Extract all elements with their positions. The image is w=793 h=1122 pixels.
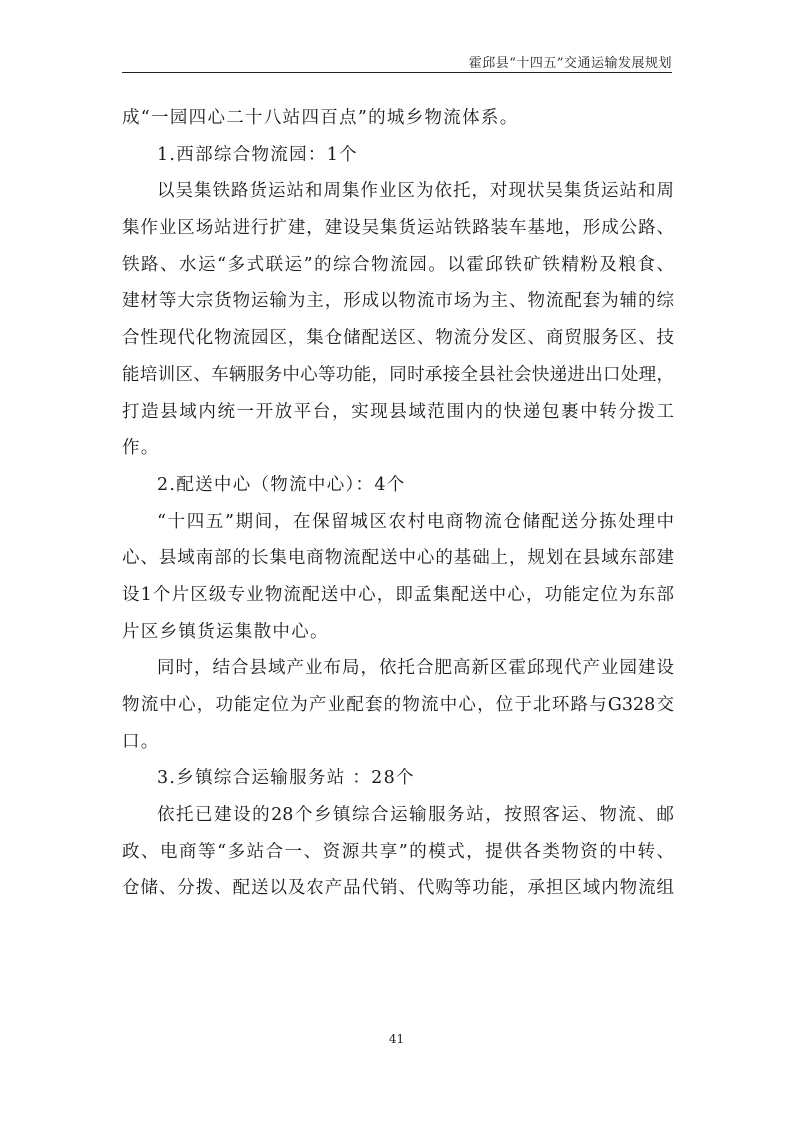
paragraph-line: 心、县域南部的长集电商物流配送中心的基础上，规划在县域东部建 xyxy=(122,548,674,569)
paragraph-line: 打造县域内统一开放平台，实现县域范围内的快递包裹中转分拨工 xyxy=(122,401,674,422)
paragraph-line: 集作业区场站进行扩建，建设吴集货运站铁路装车基地，形成公路、 xyxy=(122,218,674,239)
page-number: 41 xyxy=(388,1032,405,1046)
section-heading: 2.配送中心（物流中心）：4个 xyxy=(157,474,406,495)
section-heading: 3.乡镇综合运输服务站 ：28个 xyxy=(157,768,415,789)
body-text xyxy=(122,100,674,907)
paragraph-line: 物流中心，功能定位为产业配套的物流中心，位于北环路与G328交 xyxy=(122,695,674,715)
paragraph-line: 以吴集铁路货运站和周集作业区为依托，对现状吴集货运站和周 xyxy=(157,181,674,202)
paragraph-line: 仓储、分拨、配送以及农产品代销、代购等功能，承担区域内物流组 xyxy=(122,878,674,899)
paragraph-line: 铁路、水运“多式联运”的综合物流园。以霍邱铁矿铁精粉及粮食、 xyxy=(122,254,674,275)
page-header xyxy=(122,50,672,73)
paragraph-line: 片区乡镇货运集散中心。 xyxy=(122,621,329,642)
paragraph-line: 作。 xyxy=(122,438,160,459)
header-title: 霍邱县“十四五”交通运输发展规划 xyxy=(468,56,672,71)
paragraph-line: 建材等大宗货物运输为主，形成以物流市场为主、物流配套为辅的综 xyxy=(122,291,674,312)
paragraph-line: 成“一园四心二十八站四百点”的城乡物流体系。 xyxy=(122,108,519,128)
section-heading: 1.西部综合物流园：1个 xyxy=(157,144,358,165)
paragraph-line: “十四五”期间，在保留城区农村电商物流仓储配送分拣处理中 xyxy=(157,511,674,532)
paragraph-line: 依托已建设的28个乡镇综合运输服务站，按照客运、物流、邮 xyxy=(157,805,674,826)
paragraph-line: 同时，结合县域产业布局，依托合肥高新区霍邱现代产业园建设 xyxy=(157,658,674,679)
paragraph-line: 能培训区、车辆服务中心等功能，同时承接全县社会快递进出口处理， xyxy=(122,364,674,385)
paragraph-line: 设1个片区级专业物流配送中心，即孟集配送中心，功能定位为东部 xyxy=(122,584,674,605)
paragraph-line: 政、电商等“多站合一、资源共享”的模式，提供各类物资的中转、 xyxy=(122,841,674,862)
paragraph-line: 口。 xyxy=(122,731,160,752)
paragraph-line: 合性现代化物流园区，集仓储配送区、物流分发区、商贸服务区、技 xyxy=(122,328,674,349)
